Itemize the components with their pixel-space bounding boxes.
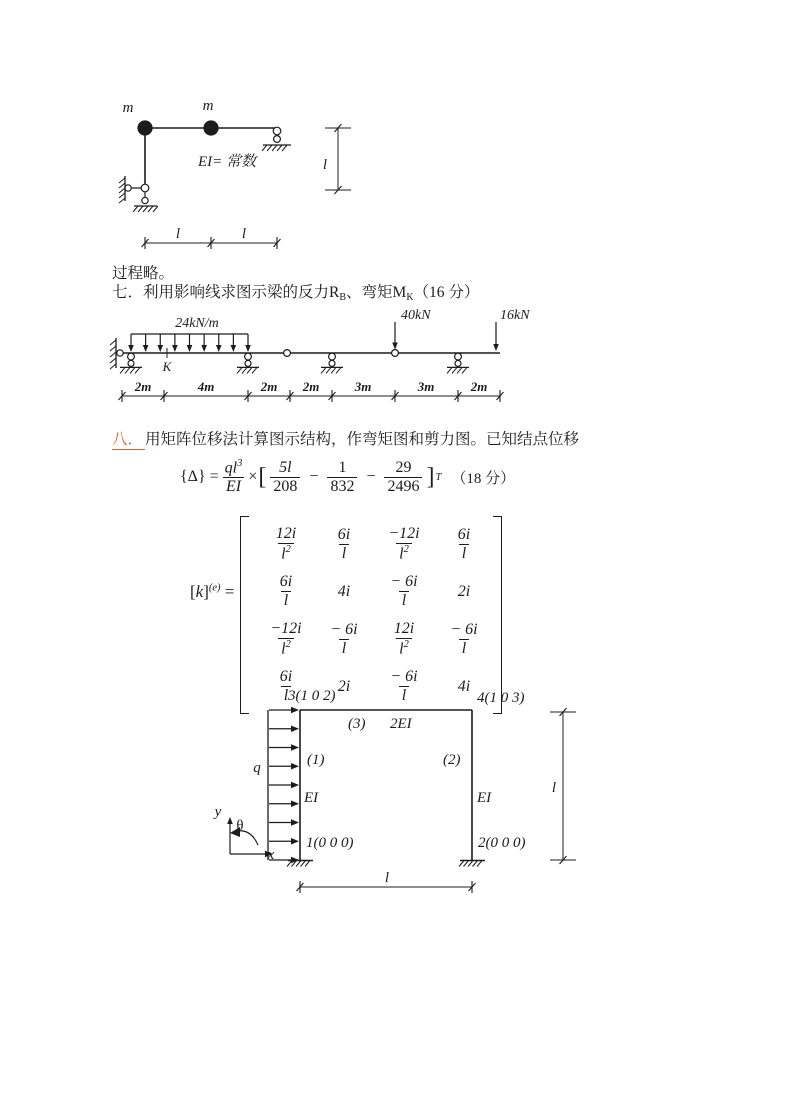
matrix-cell-r1c1: 4i — [337, 582, 351, 600]
udl-label: 24kN/m — [175, 316, 219, 331]
matrix-cell-r1c2: $\frac{- 6i}{l}$ — [390, 573, 418, 610]
matrix-cell-r3c0: $\frac{6i}{l}$ — [279, 668, 293, 704]
axis-y-label: y — [214, 804, 222, 820]
dim-2m-d: 2m — [470, 379, 488, 394]
matrix-cell-r0c2: $\frac{-12i}{l^2}$ — [388, 525, 420, 563]
times-sign: × — [248, 468, 258, 486]
open-bracket: [ — [258, 463, 267, 490]
matrix-cell-r1c3: 2i — [457, 582, 471, 600]
q7-sub-k: K — [406, 292, 414, 303]
ei-constant-label: EI= 常数 — [198, 154, 257, 170]
dim-3m-b: 3m — [417, 379, 435, 394]
load-16kn-label: 16kN — [500, 308, 530, 323]
mass-label-1: m — [122, 100, 134, 116]
matrix-cell-r2c2: $\frac{12i}{l^2}$ — [393, 619, 415, 658]
process-omitted-text: 过程略。 — [112, 265, 175, 282]
q7-sub-b: B — [339, 292, 347, 303]
k-symbol: k — [195, 582, 204, 601]
matrix-cell-r3c3: 4i — [457, 677, 471, 695]
matrix-cell-r3c1: 2i — [337, 677, 351, 695]
ei-right-label: EI — [477, 790, 492, 806]
member1-label: (1) — [307, 752, 325, 768]
q8-score: （18 分） — [451, 470, 516, 487]
bottom-dim-label: l — [384, 870, 390, 886]
node4-label: 4(1 0 3) — [477, 690, 525, 706]
span-dim-label-1: l — [175, 226, 181, 242]
q7-score: （16 分） — [413, 284, 480, 301]
theta-label: θ — [236, 818, 244, 834]
span-dim-label-2: l — [241, 226, 247, 242]
matrix-equals: = — [224, 582, 235, 601]
node1-label: 1(0 0 0) — [306, 835, 354, 851]
formula-ql3-over-EI: $\frac{ql^3}{EI}$ — [224, 458, 243, 496]
portal-frame-geometry — [227, 707, 576, 893]
matrix-cell-r1c0: $\frac{6i}{l}$ — [279, 573, 293, 610]
close-bracket: ] — [426, 463, 435, 490]
term-5l-208: $\frac{5l}{208}$ — [270, 459, 300, 496]
q7-text-mid: 、弯矩M — [346, 284, 407, 301]
mass-label-2: m — [202, 98, 214, 114]
axis-x-label: x — [267, 847, 275, 863]
right-dim-label: l — [551, 780, 556, 796]
matrix-cell-r0c1: $\frac{6i}{l}$ — [337, 525, 351, 562]
figure-portal-frame — [185, 682, 585, 910]
q8-text: 用矩阵位移法计算图示结构，作弯矩图和剪力图。已知结点位移 — [145, 431, 580, 448]
node3-label: 3(1 0 2) — [288, 688, 336, 704]
q-load-label: q — [253, 760, 261, 776]
k-close: ] — [203, 582, 209, 601]
matrix-cell-r2c3: $\frac{- 6i}{l}$ — [450, 620, 478, 657]
matrix-cell-r2c1: $\frac{- 6i}{l}$ — [330, 620, 358, 657]
dim-2m-b: 2m — [260, 379, 278, 394]
figure-frame-with-masses — [100, 90, 360, 260]
minus-1: − — [309, 468, 319, 486]
transpose-sup: T — [435, 471, 442, 483]
portal-frame-labels — [213, 688, 556, 886]
k-open: [ — [190, 582, 196, 601]
member3-label: (3) — [348, 716, 366, 732]
question8-title — [112, 431, 579, 450]
matrix-cell-r2c0: $\frac{-12i}{l^2}$ — [270, 619, 302, 658]
dim-3m-a: 3m — [354, 379, 372, 394]
q7-text-pre: 七．利用影响线求图示梁的反力R — [112, 284, 340, 301]
figure-beam-influence-line — [105, 300, 545, 410]
formula-lhs: {Δ} = — [180, 468, 219, 486]
height-dim-label: l — [322, 157, 328, 173]
dim-2m-c: 2m — [302, 379, 320, 394]
matrix-cell-r0c3: $\frac{6i}{l}$ — [457, 525, 471, 562]
load-40kn-label: 40kN — [401, 308, 431, 323]
stiffness-matrix-lhs — [190, 582, 234, 602]
matrix-cell-r3c2: $\frac{- 6i}{l}$ — [390, 668, 418, 704]
term-1-832: $\frac{1}{832}$ — [327, 459, 357, 496]
point-k-label: K — [162, 359, 172, 374]
node2-label: 2(0 0 0) — [478, 835, 526, 851]
k-sup-e: (e) — [208, 582, 221, 594]
frame-geometry — [119, 121, 351, 249]
member2-label: (2) — [443, 752, 461, 768]
term-29-2496: $\frac{29}{2496}$ — [384, 459, 422, 496]
ei-top-label: 2EI — [390, 716, 412, 732]
ei-left-label: EI — [304, 790, 319, 806]
matrix-cell-r0c0: $\frac{12i}{l^2}$ — [275, 525, 297, 563]
beam-dim-labels — [134, 379, 488, 394]
displacement-formula — [180, 458, 515, 496]
q8-number: 八． — [112, 431, 144, 448]
minus-2: − — [366, 468, 376, 486]
dim-2m-a: 2m — [134, 379, 152, 394]
dim-4m: 4m — [197, 379, 215, 394]
